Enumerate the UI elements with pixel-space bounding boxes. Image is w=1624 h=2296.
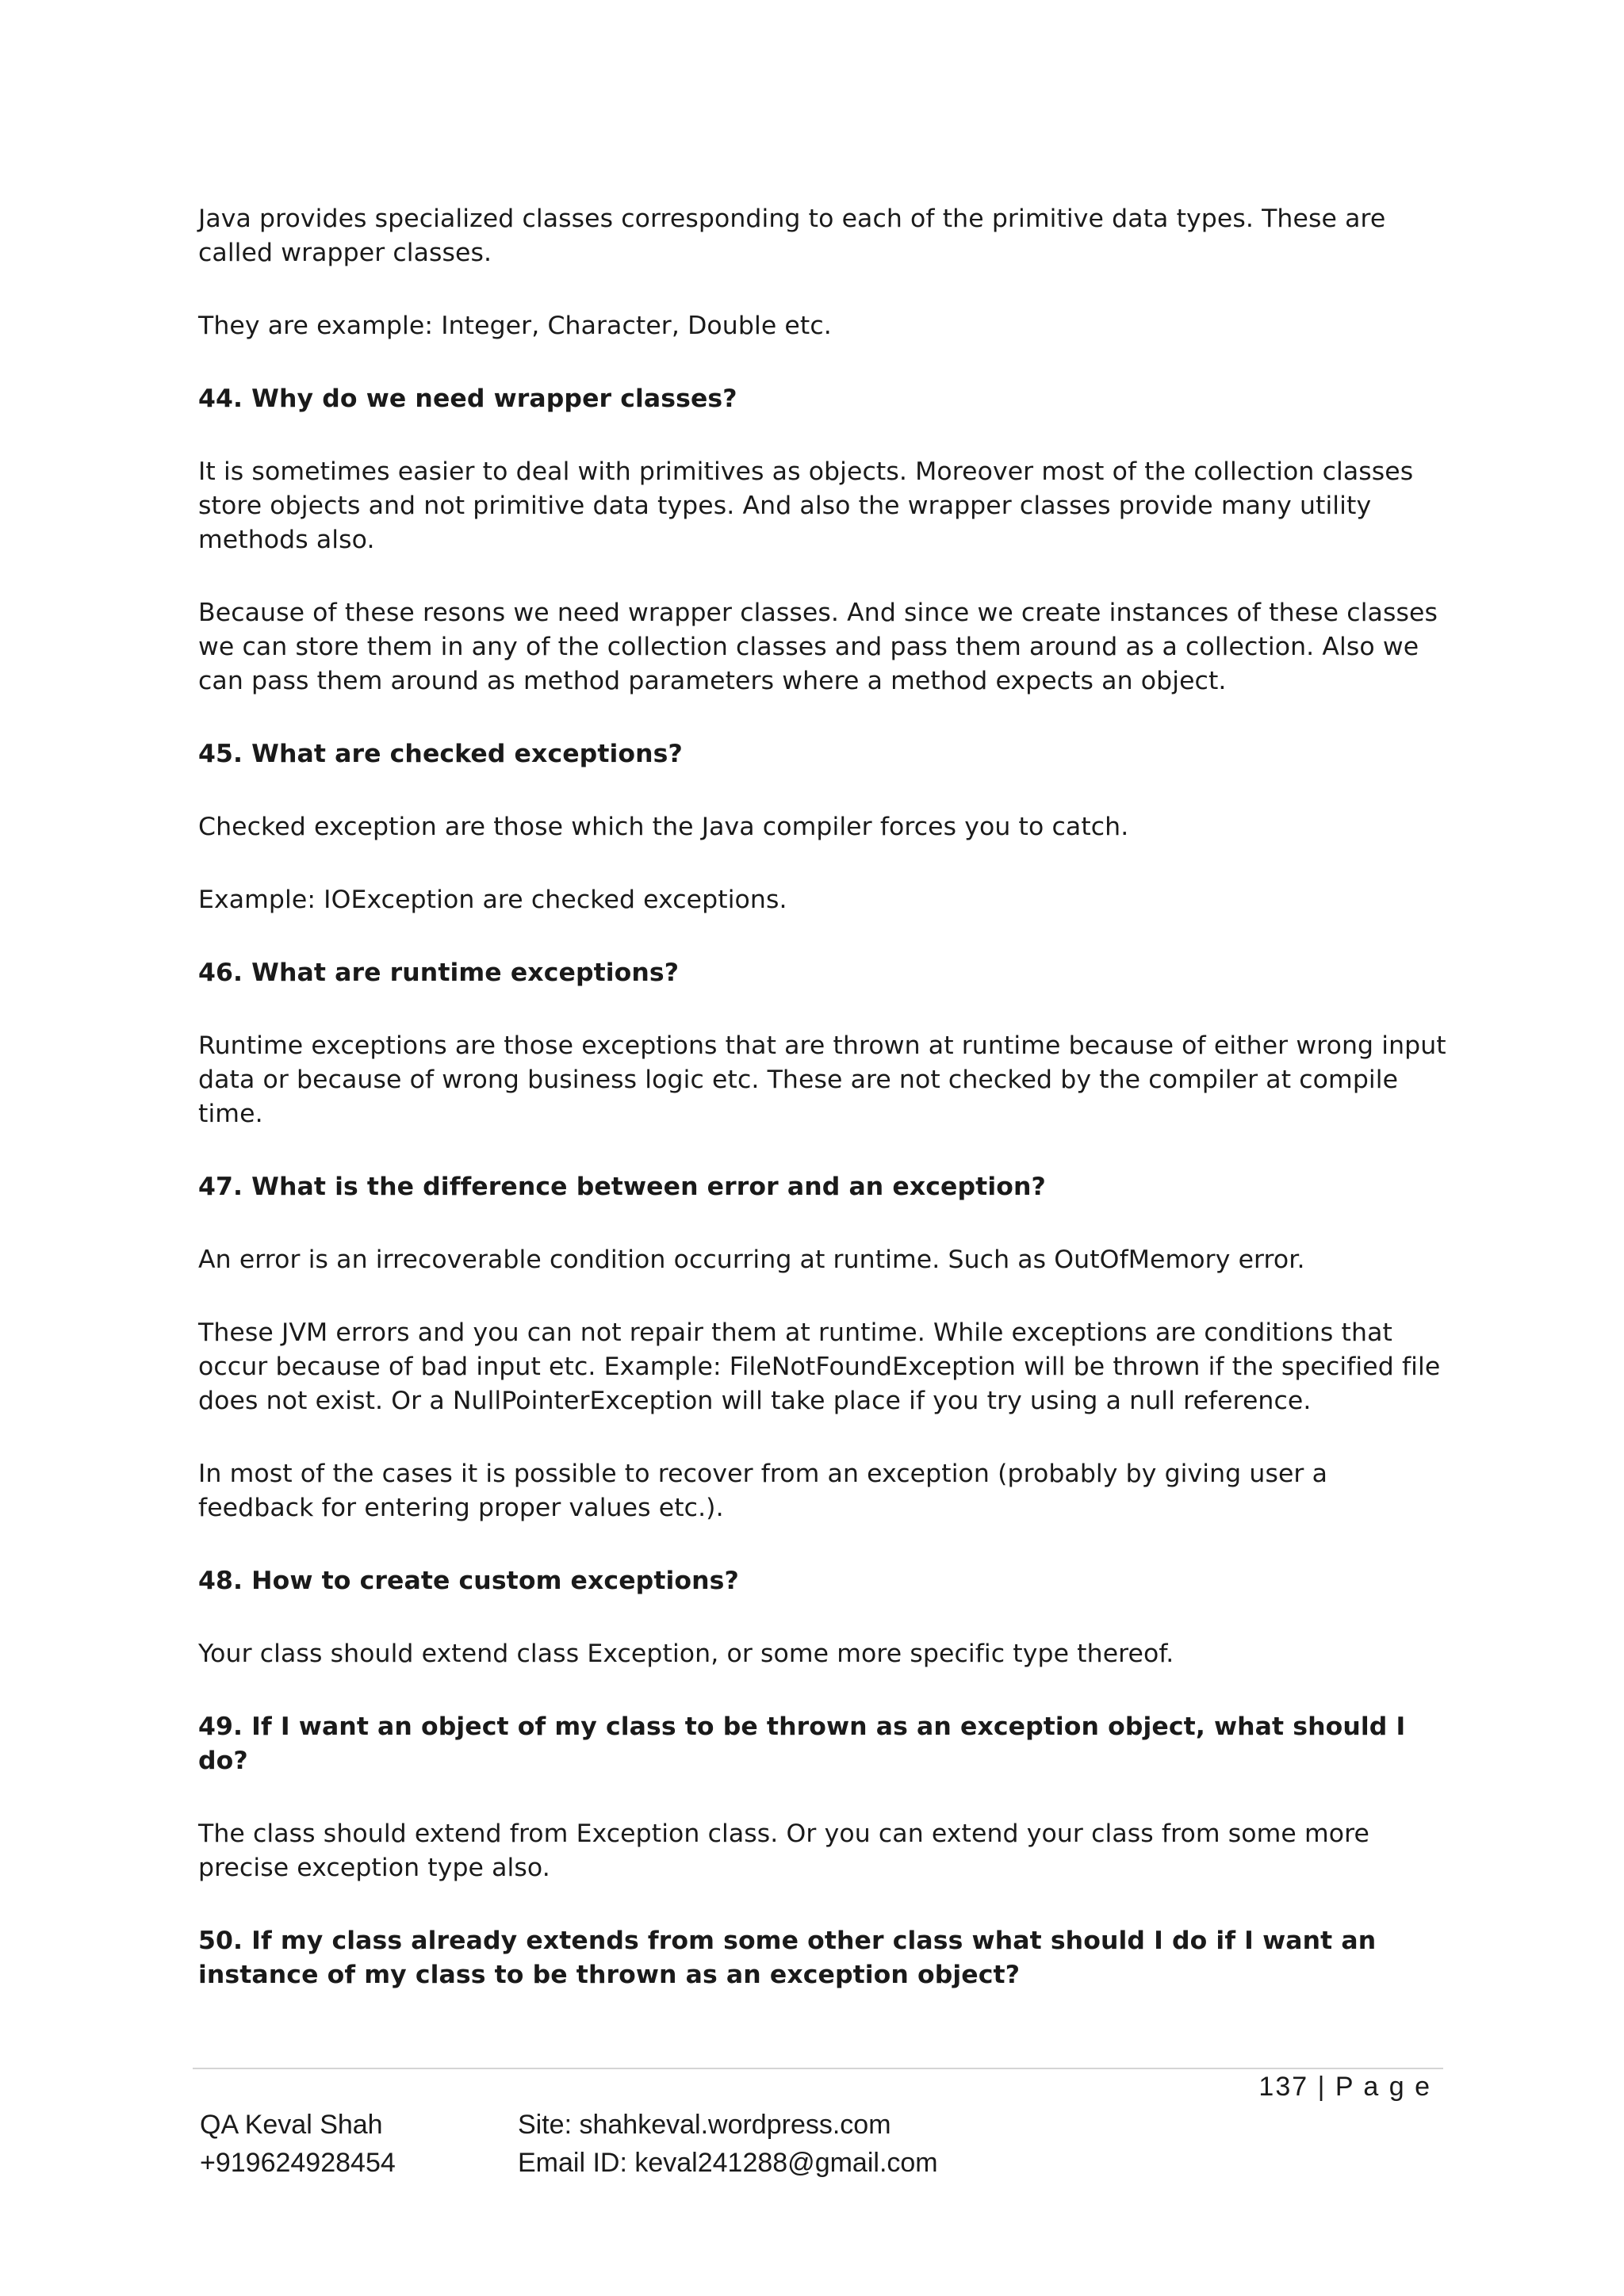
question-48-heading: 48. How to create custom exceptions?: [198, 1567, 739, 1595]
answer-46-paragraph: Runtime exceptions are those exceptions that are thrown at runtime because of either wrong input data or because of wrong business logic etc. These are not checked by the compiler at compile time.: [198, 1031, 1446, 1128]
footer-contact-right: [518, 2106, 938, 2182]
footer-divider: [193, 2068, 1443, 2069]
question-50-heading: 50. If my class already extends from some other class what should I do if I want an instance of my class to be thrown as an exception object?: [198, 1927, 1377, 1989]
question-49-heading: 49. If I want an object of my class to be thrown as an exception object, what should I do?: [198, 1712, 1406, 1775]
answer-45-paragraph-1: Checked exception are those which the Java compiler forces you to catch.: [198, 813, 1129, 841]
question-46-heading: 46. What are runtime exceptions?: [198, 959, 680, 987]
paragraph-wrapper-examples: They are example: Integer, Character, Double etc.: [198, 312, 832, 340]
answer-44-paragraph-1: It is sometimes easier to deal with primitives as objects. Moreover most of the collection classes store objects and not primitive data types. And also the wrapper classes provide many utility methods also.: [198, 457, 1414, 554]
page-number: 137 | P a g e: [1258, 2072, 1431, 2102]
document-body: [198, 202, 1447, 2031]
answer-45-paragraph-2: Example: IOException are checked exceptions.: [198, 886, 787, 914]
answer-47-paragraph-1: An error is an irrecoverable condition occurring at runtime. Such as OutOfMemory error.: [198, 1246, 1305, 1274]
answer-47-paragraph-3: In most of the cases it is possible to recover from an exception (probably by giving user a feedback for entering proper values etc.).: [198, 1460, 1327, 1522]
footer-site: Site: shahkeval.wordpress.com: [518, 2110, 891, 2140]
answer-44-paragraph-2: Because of these resons we need wrapper classes. And since we create instances of these classes we can store them in any of the collection classes and pass them around as a collection. Also we can pass them around as method parameters where a method expects an object.: [198, 599, 1438, 695]
answer-47-paragraph-2: These JVM errors and you can not repair them at runtime. While exceptions are conditions that occur because of bad input etc. Example: FileNotFoundException will be thrown if the specified file does not exist. Or a NullPointerException will take place if you try using a null reference.: [198, 1318, 1441, 1415]
answer-48-paragraph: Your class should extend class Exception, or some more specific type thereof.: [198, 1640, 1174, 1668]
answer-49-paragraph: The class should extend from Exception class. Or you can extend your class from some more precise exception type also.: [198, 1820, 1369, 1882]
footer-email: Email ID: keval241288@gmail.com: [518, 2148, 938, 2178]
footer-contact-left: [200, 2106, 396, 2182]
footer-phone: +919624928454: [200, 2148, 396, 2178]
footer-author: QA Keval Shah: [200, 2110, 383, 2140]
paragraph-wrapper-intro: Java provides specialized classes corresponding to each of the primitive data types. These are called wrapper classes.: [198, 205, 1386, 267]
question-45-heading: 45. What are checked exceptions?: [198, 740, 683, 768]
question-47-heading: 47. What is the difference between error and an exception?: [198, 1173, 1046, 1201]
question-44-heading: 44. Why do we need wrapper classes?: [198, 385, 737, 413]
